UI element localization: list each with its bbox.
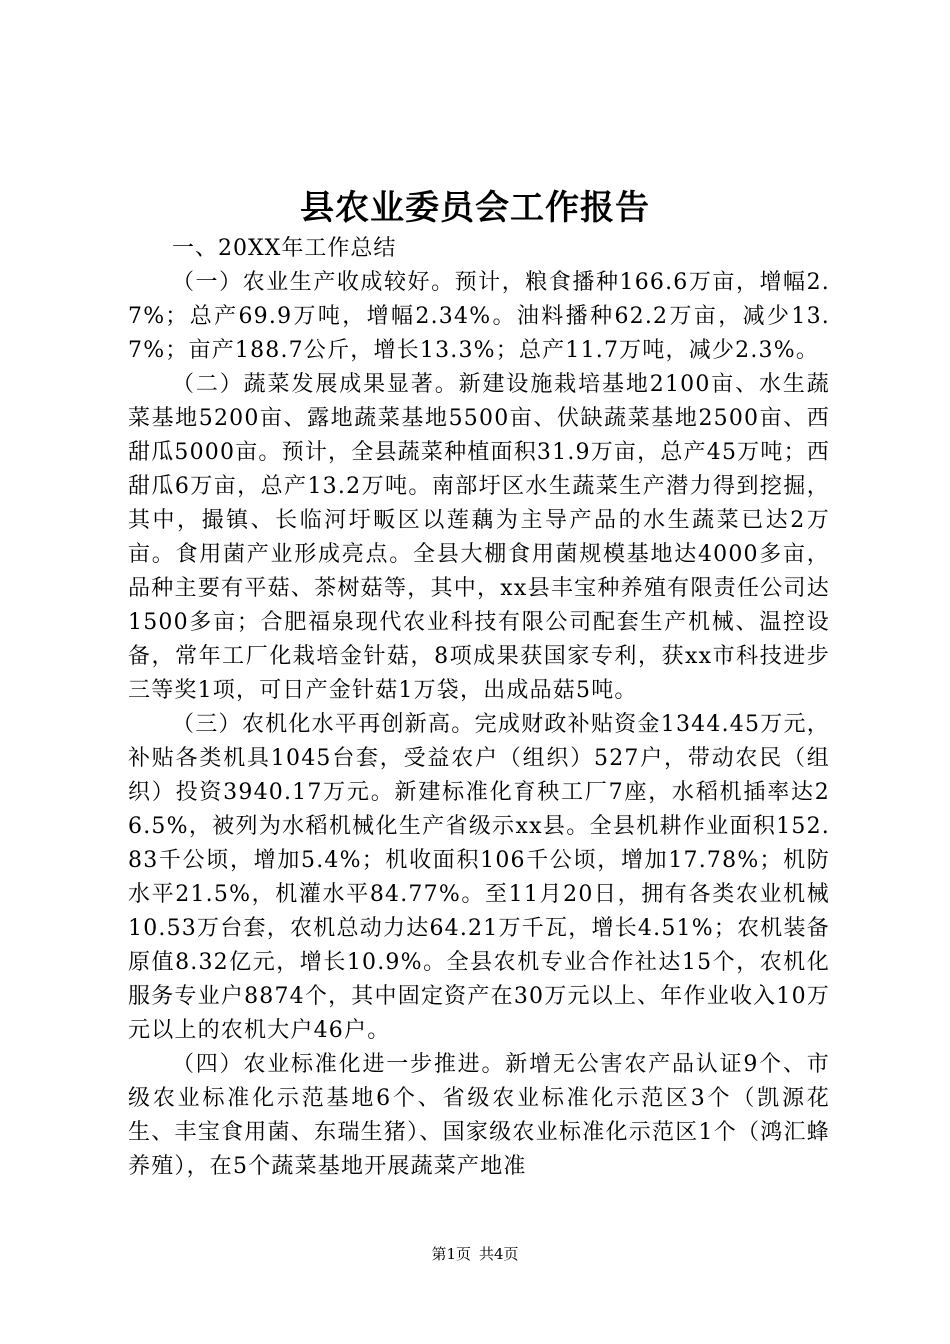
page-number: 第1页 [431, 1245, 471, 1263]
document-body [128, 232, 830, 1184]
paragraph-mechanization: （三）农机化水平再创新高。完成财政补贴资金1344.45万元，补贴各类机具1045台套，受益农户（组织）527户，带动农民（组织）投资3940.17万元。新建标准化育秧工厂7座，水稻机插率达26.5%，被列为水稻机械化生产省级示xx县。全县机耕作业面积152.83千公顷，增加5.4%；机收面积106千公顷，增加17.78%；机防水平21.5%，机灌水平84.77%。至11月20日，拥有各类农业机械10.53万台套，农机总动力达64.21万千瓦，增长4.51%；农机装备原值8.32亿元，增长10.9%。全县农机专业合作社达15个，农机化服务专业户8874个，其中固定资产在30万元以上、年作业收入10万元以上的农机大户46户。 [128, 712, 830, 1043]
section-heading: 一、20XX年工作总结 [172, 236, 397, 261]
page-footer [0, 1243, 950, 1265]
paragraph-standardization: （四）农业标准化进一步推进。新增无公害农产品认证9个、市级农业标准化示范基地6个、省级农业标准化示范区3个（凯源花生、丰宝食用菌、东瑞生猪）、国家级农业标准化示范区1个（鸿汇蜂养殖），在5个蔬菜基地开展蔬菜产地准 [128, 1052, 830, 1179]
paragraph-agriculture-production: （一）农业生产收成较好。预计，粮食播种166.6万亩，增幅2.7%；总产69.9万吨，增幅2.34%。油料播种62.2万亩，减少13.7%；亩产188.7公斤，增长13.3%；总产11.7万吨，减少2.3%。 [128, 270, 830, 363]
paragraph-vegetable-development: （二）蔬菜发展成果显著。新建设施栽培基地2100亩、水生蔬菜基地5200亩、露地蔬菜基地5500亩、伏缺蔬菜基地2500亩、西甜瓜5000亩。预计，全县蔬菜种植面积31.9万亩，总产45万吨；西甜瓜6万亩，总产13.2万吨。南部圩区水生蔬菜生产潜力得到挖掘，其中，撮镇、长临河圩畈区以莲藕为主导产品的水生蔬菜已达2万亩。食用菌产业形成亮点。全县大棚食用菌规模基地达4000多亩，品种主要有平菇、茶树菇等，其中，xx县丰宝种养殖有限责任公司达1500多亩；合肥福泉现代农业科技有限公司配套生产机械、温控设备，常年工厂化栽培金针菇，8项成果获国家专利，获xx市科技进步三等奖1项，可日产金针菇1万袋，出成品菇5吨。 [128, 372, 830, 703]
page-total: 共4页 [479, 1245, 519, 1263]
document-title: 县农业委员会工作报告 [300, 188, 650, 228]
